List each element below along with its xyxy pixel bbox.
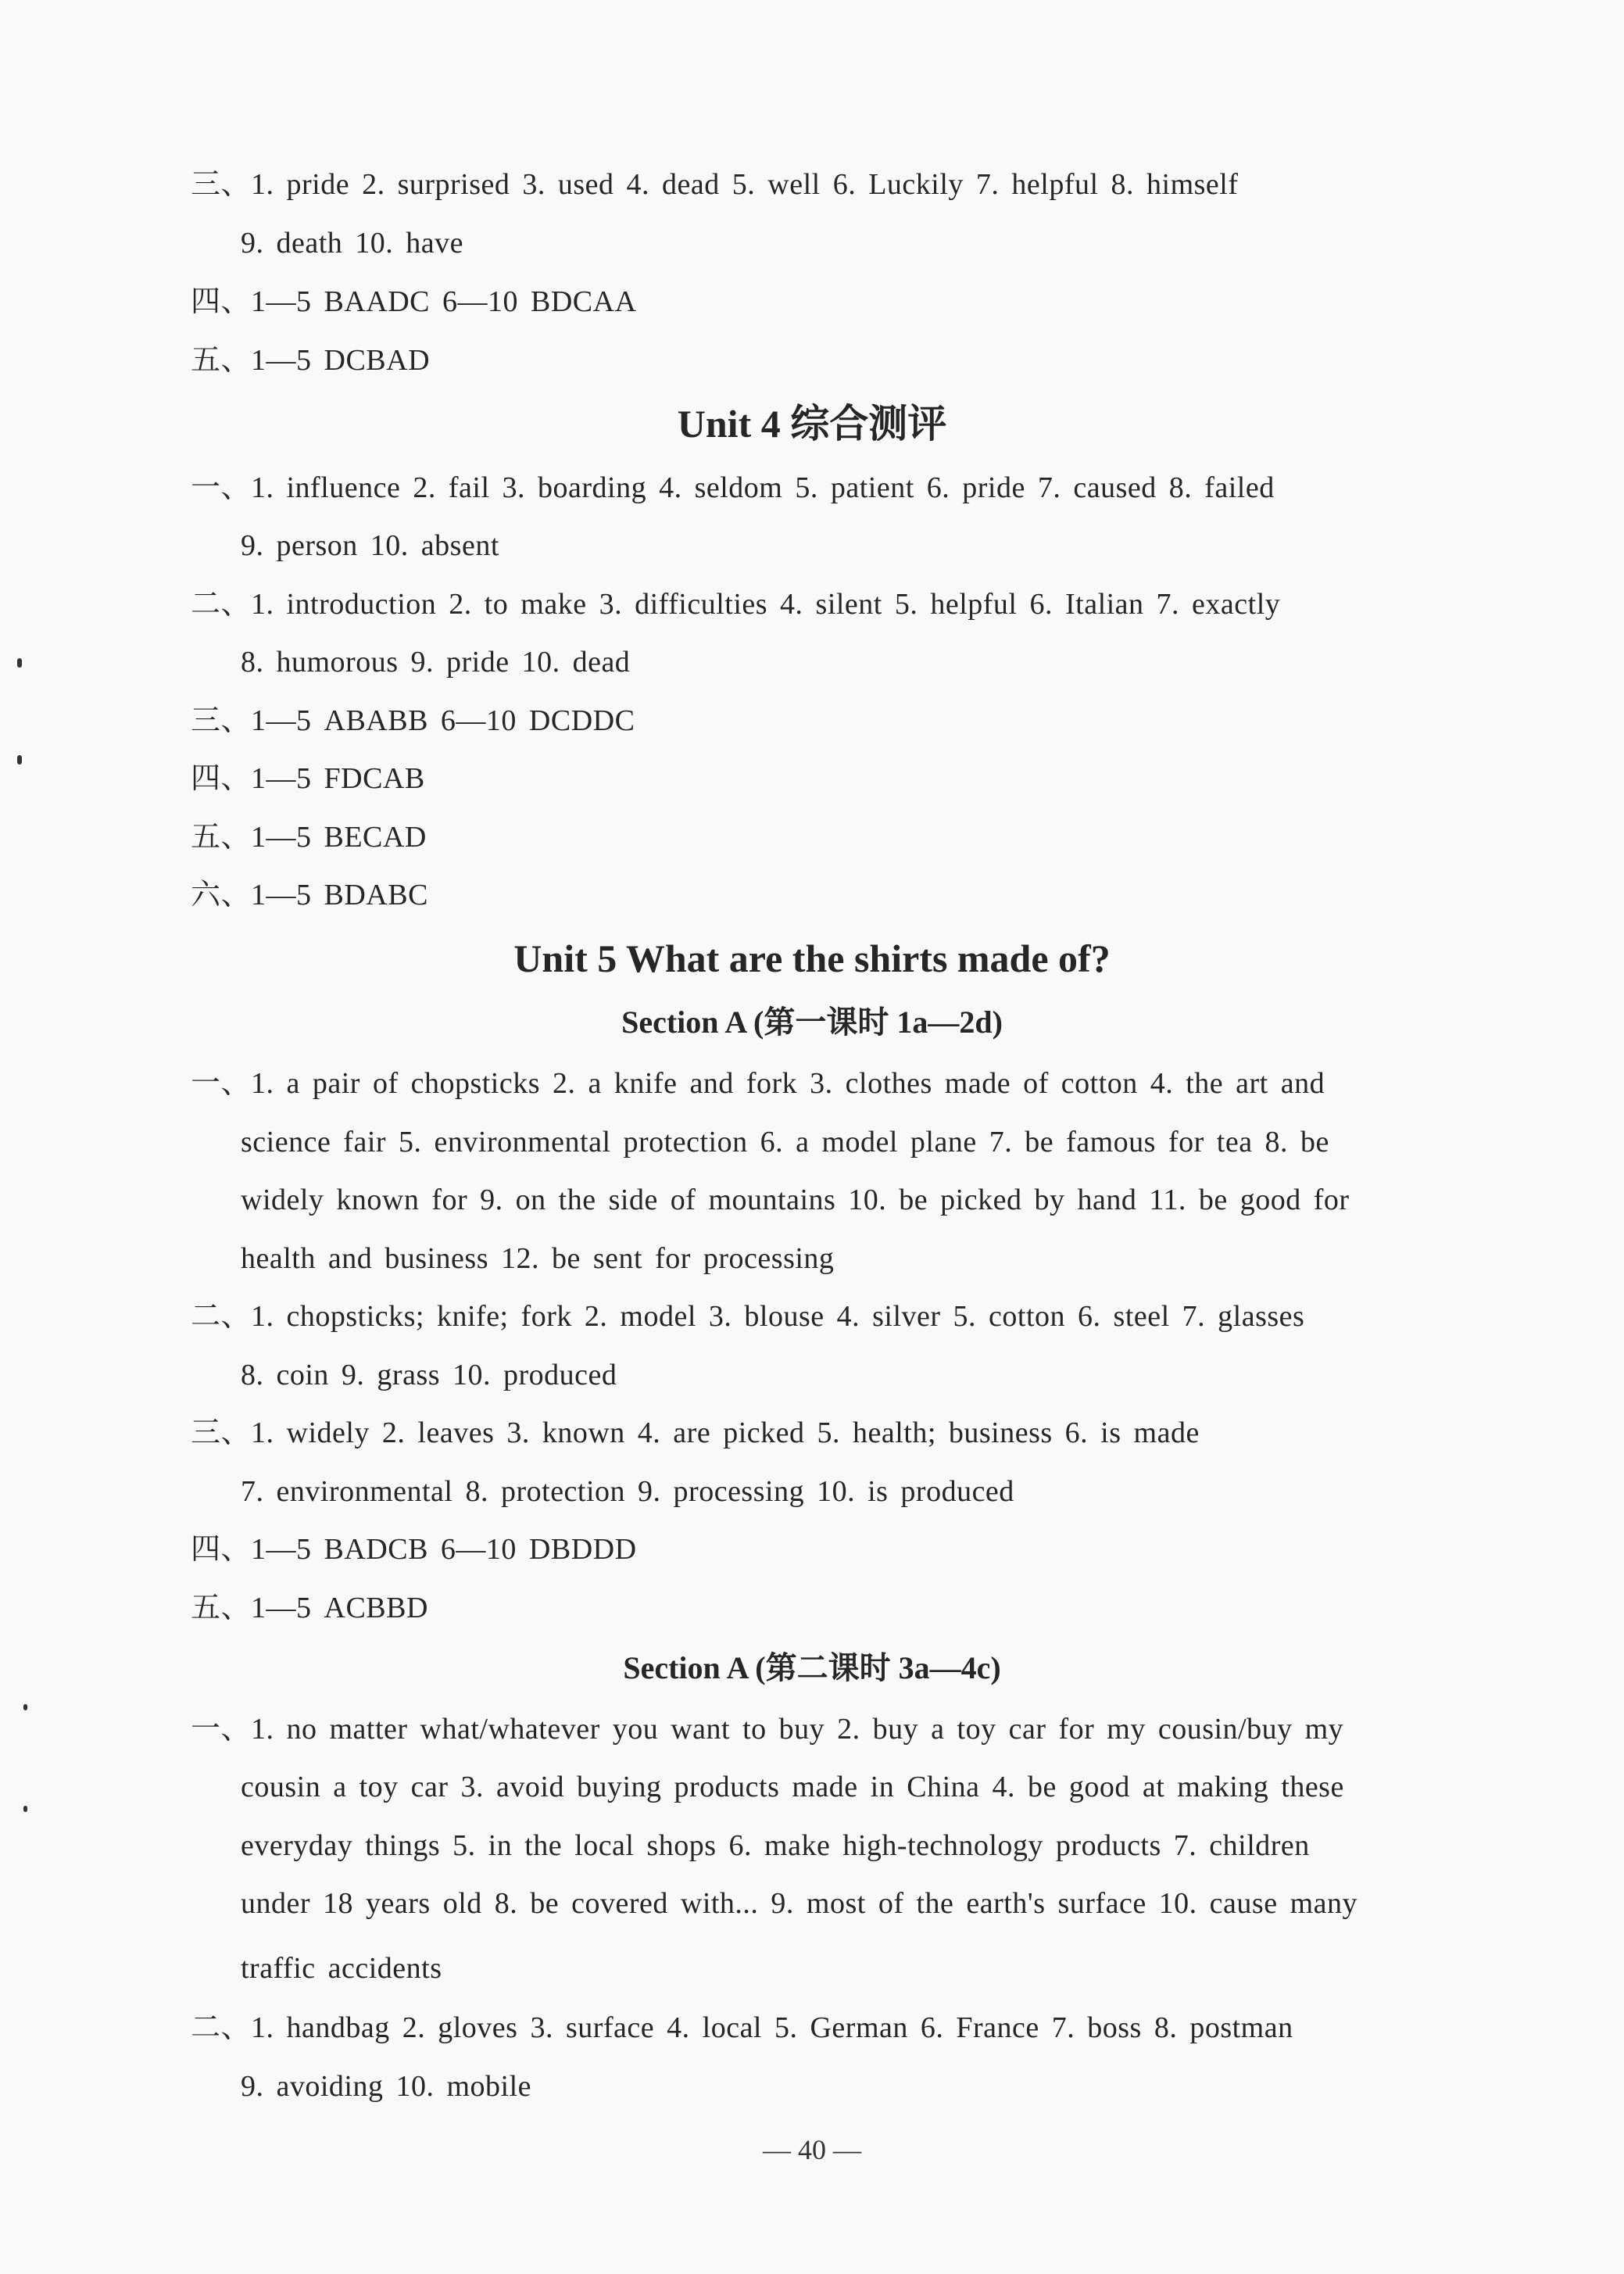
answer-line: widely known for 9. on the side of mountains 10. be picked by hand 11. be good for xyxy=(241,1184,1350,1216)
margin-mark xyxy=(23,1704,27,1710)
unit-heading: Unit 4 综合测评 xyxy=(677,402,947,446)
answer-line: 三、1. widely 2. leaves 3. known 4. are picked 5. health; business 6. is made xyxy=(191,1416,1200,1449)
margin-mark xyxy=(23,1806,27,1812)
answer-line: cousin a toy car 3. avoid buying products made in China 4. be good at making these xyxy=(241,1771,1344,1803)
section-heading: Section A (第二课时 3a—4c) xyxy=(623,1650,1001,1685)
answer-line: 五、1—5 ACBBD xyxy=(191,1592,428,1624)
answer-line: 8. coin 9. grass 10. produced xyxy=(241,1359,617,1391)
answer-line: 三、1. pride 2. surprised 3. used 4. dead 5. well 6. Luckily 7. helpful 8. himself xyxy=(191,168,1239,201)
section-heading: Section A (第一课时 1a—2d) xyxy=(621,1004,1003,1040)
answer-line: 一、1. no matter what/whatever you want to buy 2. buy a toy car for my cousin/buy my xyxy=(191,1713,1344,1746)
answer-line: science fair 5. environmental protection 6. a model plane 7. be famous for tea 8. be xyxy=(241,1126,1329,1158)
answer-line: everyday things 5. in the local shops 6. make high-technology products 7. children xyxy=(241,1829,1310,1862)
answer-line: 二、1. handbag 2. gloves 3. surface 4. local 5. German 6. France 7. boss 8. postman xyxy=(191,2011,1293,2044)
answer-line: 五、1—5 DCBAD xyxy=(191,344,431,377)
margin-mark xyxy=(17,658,22,668)
answer-line: 7. environmental 8. protection 9. processing 10. is produced xyxy=(241,1475,1014,1508)
answer-line: under 18 years old 8. be covered with... 9. most of the earth's surface 10. cause many xyxy=(241,1887,1358,1920)
answer-line: 四、1—5 BAADC 6—10 BDCAA xyxy=(191,285,637,318)
answer-line: 一、1. influence 2. fail 3. boarding 4. seldom 5. patient 6. pride 7. caused 8. failed xyxy=(191,471,1275,504)
answer-line: 四、1—5 FDCAB xyxy=(191,762,425,795)
answer-line: 四、1—5 BADCB 6—10 DBDDD xyxy=(191,1533,637,1566)
answer-line: 二、1. introduction 2. to make 3. difficulties 4. silent 5. helpful 6. Italian 7. exactly xyxy=(191,588,1281,621)
answer-line: 六、1—5 BDABC xyxy=(191,879,428,911)
answer-line: 一、1. a pair of chopsticks 2. a knife and fork 3. clothes made of cotton 4. the art and xyxy=(191,1067,1325,1100)
unit-heading: Unit 5 What are the shirts made of? xyxy=(513,936,1111,980)
answer-line: 9. death 10. have xyxy=(241,227,464,260)
answer-line: 8. humorous 9. pride 10. dead xyxy=(241,646,631,679)
answer-line: health and business 12. be sent for processing xyxy=(241,1242,835,1275)
answer-line: 二、1. chopsticks; knife; fork 2. model 3. blouse 4. silver 5. cotton 6. steel 7. glasses xyxy=(191,1300,1305,1333)
page-number: — 40 — xyxy=(763,2134,861,2165)
answer-line: 9. person 10. absent xyxy=(241,529,499,562)
margin-mark xyxy=(17,755,22,765)
answer-line: 五、1—5 BECAD xyxy=(191,821,427,854)
answer-line: 三、1—5 ABABB 6—10 DCDDC xyxy=(191,704,635,737)
answer-line: 9. avoiding 10. mobile xyxy=(241,2070,532,2103)
answer-line: traffic accidents xyxy=(241,1952,442,1985)
